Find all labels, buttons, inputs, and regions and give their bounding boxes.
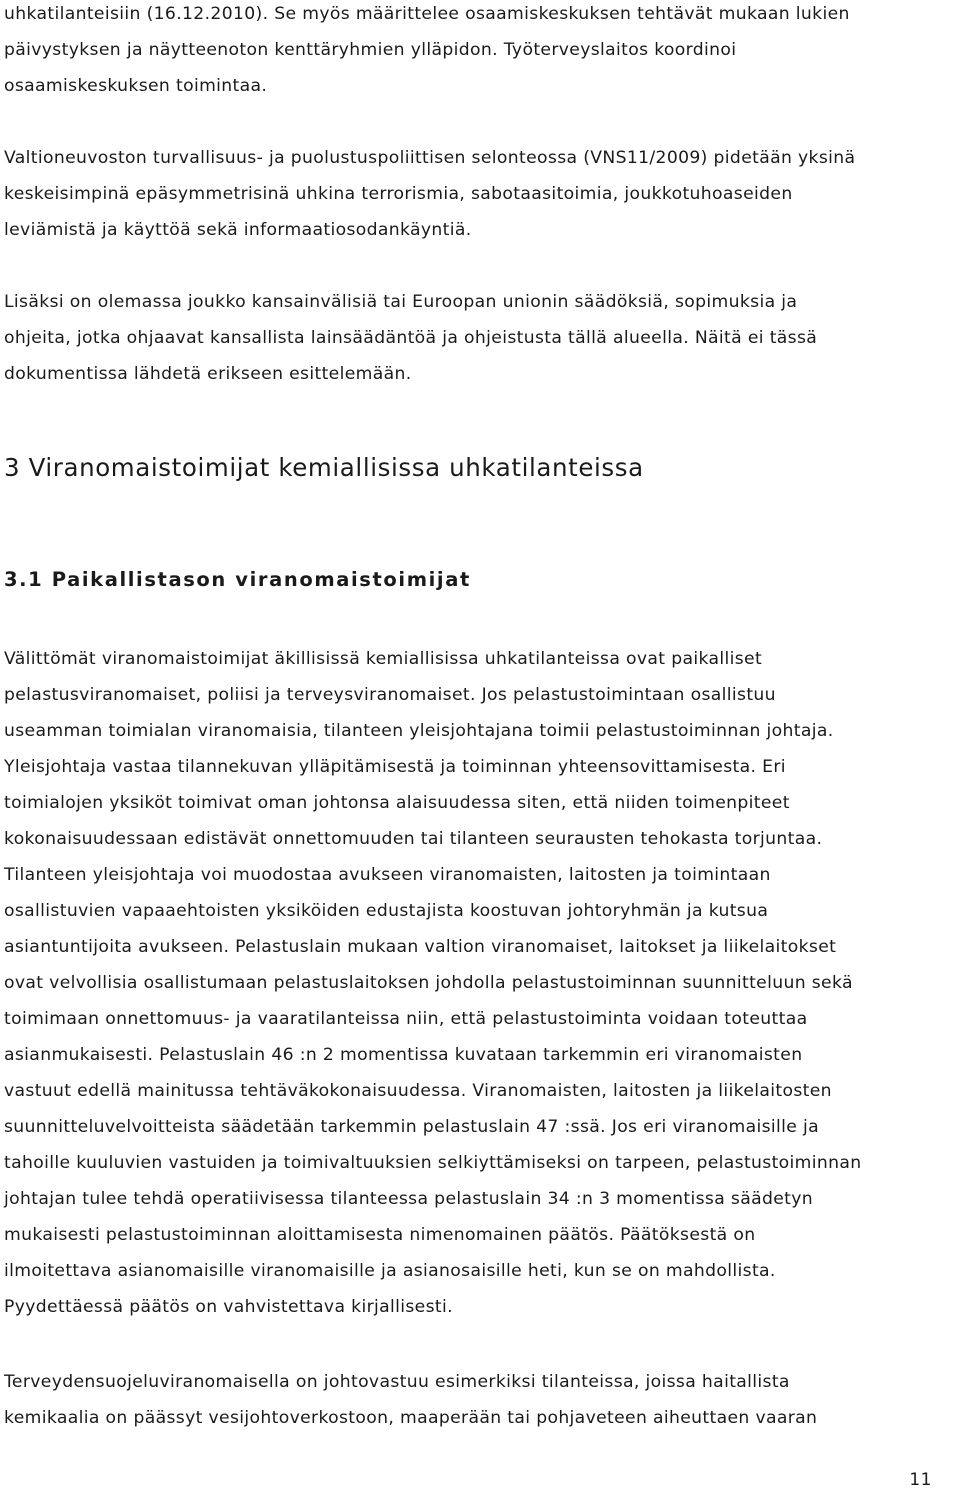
section-heading: 3 Viranomaistoimijat kemiallisissa uhkatilanteissa	[4, 453, 644, 482]
page-number: 11	[909, 1470, 932, 1490]
paragraph-3-line-3: useamman toimialan viranomaisia, tilanteen yleisjohtajana toimii pelastustoiminnan johtaja.	[4, 721, 834, 741]
paragraph-1-line-2: keskeisimpinä epäsymmetrisinä uhkina terrorismia, sabotaasitoimia, joukkotuhoaseiden	[4, 184, 793, 204]
paragraph-3-line-12: asianmukaisesti. Pelastuslain 46 :n 2 momentissa kuvataan tarkemmin eri viranomaisten	[4, 1045, 803, 1065]
paragraph-3-line-1: Välittömät viranomaistoimijat äkillisissä kemiallisissa uhkatilanteissa ovat paikalliset	[4, 649, 763, 669]
paragraph-2-line-3: dokumentissa lähdetä erikseen esittelemään.	[4, 364, 412, 384]
paragraph-3-line-14: suunnitteluvelvoitteista säädetään tarkemmin pelastuslain 47 :ssä. Jos eri viranomaisille ja	[4, 1117, 820, 1137]
paragraph-3-line-9: asiantuntijoita avukseen. Pelastuslain mukaan valtion viranomaiset, laitokset ja liikelaitokset	[4, 937, 837, 957]
paragraph-3-line-6: kokonaisuudessaan edistävät onnettomuuden tai tilanteen seurausten tehokasta torjuntaa.	[4, 829, 823, 849]
intro-line-2: päivystyksen ja näytteenoton kenttäryhmien ylläpidon. Työterveyslaitos koordinoi	[4, 40, 737, 60]
paragraph-3-line-7: Tilanteen yleisjohtaja voi muodostaa avukseen viranomaisten, laitosten ja toimintaan	[4, 865, 771, 885]
paragraph-2-line-1: Lisäksi on olemassa joukko kansainvälisiä tai Euroopan unionin säädöksiä, sopimuksia ja	[4, 292, 798, 312]
paragraph-1-line-1: Valtioneuvoston turvallisuus- ja puolustuspoliittisen selonteossa (VNS11/2009) pidetään yksinä	[4, 148, 856, 168]
paragraph-3-line-15: tahoille kuuluvien vastuiden ja toimivaltuuksien selkiyttämiseksi on tarpeen, pelastustoiminnan	[4, 1153, 862, 1173]
paragraph-4-line-1: Terveydensuojeluviranomaisella on johtovastuu esimerkiksi tilanteissa, joissa haitallista	[4, 1372, 790, 1392]
paragraph-4-line-2: kemikaalia on päässyt vesijohtoverkostoon, maaperään tai pohjaveteen aiheuttaen vaaran	[4, 1408, 818, 1428]
paragraph-3-line-11: toimimaan onnettomuus- ja vaaratilanteissa niin, että pelastustoiminta voidaan toteuttaa	[4, 1009, 808, 1029]
intro-line-3: osaamiskeskuksen toimintaa.	[4, 76, 268, 96]
paragraph-3-line-2: pelastusviranomaiset, poliisi ja terveysviranomaiset. Jos pelastustoimintaan osallistuu	[4, 685, 776, 705]
paragraph-3-line-10: ovat velvollisia osallistumaan pelastuslaitoksen johdolla pelastustoiminnan suunnitteluun sekä	[4, 973, 853, 993]
paragraph-3-line-19: Pyydettäessä päätös on vahvistettava kirjallisesti.	[4, 1297, 453, 1317]
paragraph-3-line-16: johtajan tulee tehdä operatiivisessa tilanteessa pelastuslain 34 :n 3 momentissa säädetyn	[4, 1189, 814, 1209]
subsection-heading: 3.1 Paikallistason viranomaistoimijat	[4, 568, 471, 591]
paragraph-3-line-8: osallistuvien vapaaehtoisten yksiköiden edustajista koostuvan johtoryhmän ja kutsua	[4, 901, 769, 921]
paragraph-3-line-4: Yleisjohtaja vastaa tilannekuvan ylläpitämisestä ja toiminnan yhteensovittamisesta. Eri	[4, 757, 786, 777]
paragraph-2-line-2: ohjeita, jotka ohjaavat kansallista lainsäädäntöä ja ohjeistusta tällä alueella. Näitä ei tässä	[4, 328, 818, 348]
paragraph-3-line-5: toimialojen yksiköt toimivat oman johtonsa alaisuudessa siten, että niiden toimenpiteet	[4, 793, 790, 813]
intro-line-1: uhkatilanteisiin (16.12.2010). Se myös määrittelee osaamiskeskuksen tehtävät mukaan lukien	[4, 4, 850, 24]
paragraph-3-line-13: vastuut edellä mainitussa tehtäväkokonaisuudessa. Viranomaisten, laitosten ja liikelaitosten	[4, 1081, 832, 1101]
paragraph-3-line-17: mukaisesti pelastustoiminnan aloittamisesta nimenomainen päätös. Päätöksestä on	[4, 1225, 756, 1245]
paragraph-3-line-18: ilmoitettava asianomaisille viranomaisille ja asianosaisille heti, kun se on mahdollista.	[4, 1261, 776, 1281]
paragraph-1-line-3: leviämistä ja käyttöä sekä informaatiosodankäyntiä.	[4, 220, 472, 240]
